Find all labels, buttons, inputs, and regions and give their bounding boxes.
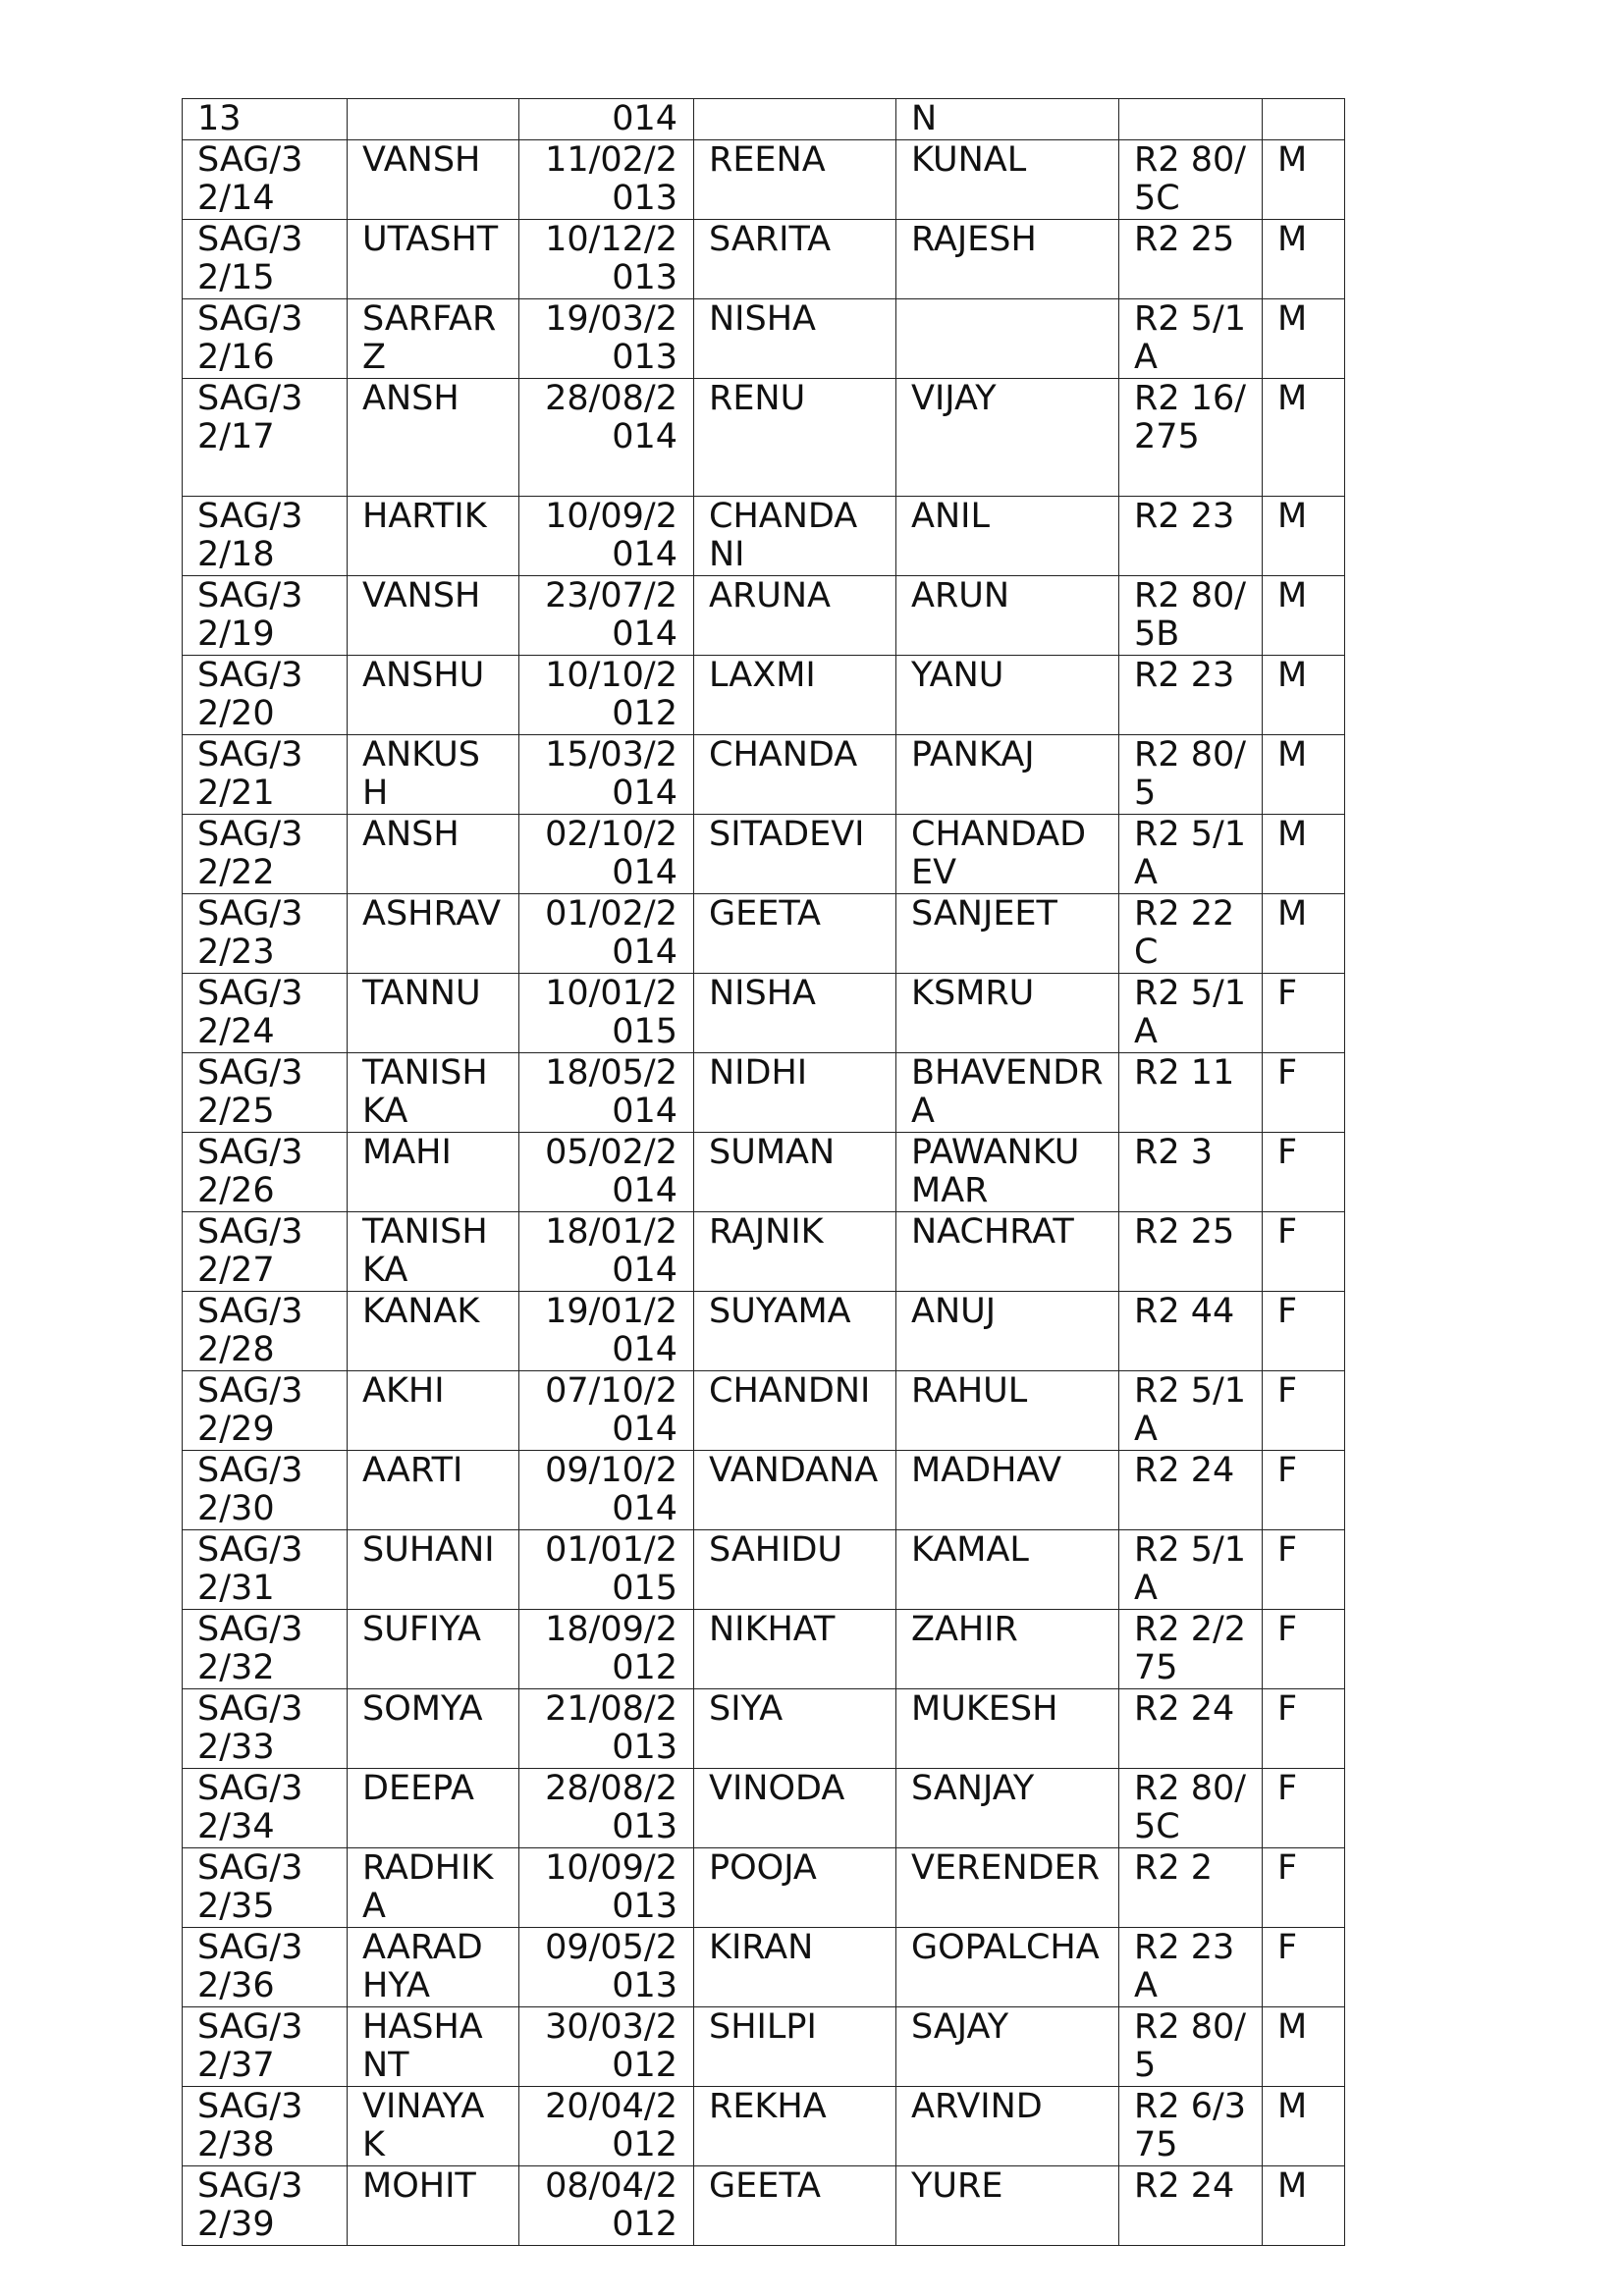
cell-mother-name — [694, 99, 896, 140]
table-row — [183, 815, 1345, 894]
cell-father-name: YANU — [896, 656, 1119, 735]
cell-address: R2 5/1A — [1119, 1371, 1263, 1451]
cell-gender: M — [1263, 497, 1345, 576]
cell-student-name: MAHI — [348, 1133, 519, 1212]
cell-mother-name: NISHA — [694, 974, 896, 1053]
cell-gender: M — [1263, 140, 1345, 220]
cell-date-of-birth: 07/10/2014 — [519, 1371, 694, 1451]
table-row — [183, 1928, 1345, 2007]
table-row — [183, 1451, 1345, 1530]
cell-address: R2 6/375 — [1119, 2087, 1263, 2166]
cell-date-of-birth: 28/08/2014 — [519, 379, 694, 497]
cell-record-id: SAG/32/25 — [183, 1053, 348, 1133]
cell-father-name: CHANDADEV — [896, 815, 1119, 894]
cell-date-of-birth: 10/12/2013 — [519, 220, 694, 299]
cell-mother-name: GEETA — [694, 2166, 896, 2246]
cell-student-name: SUHANI — [348, 1530, 519, 1610]
cell-student-name: HARTIK — [348, 497, 519, 576]
cell-father-name: KAMAL — [896, 1530, 1119, 1610]
cell-student-name: SARFARZ — [348, 299, 519, 379]
cell-date-of-birth: 014 — [519, 99, 694, 140]
cell-record-id: 13 — [183, 99, 348, 140]
cell-record-id: SAG/32/29 — [183, 1371, 348, 1451]
table-row — [183, 2087, 1345, 2166]
cell-student-name: ANSH — [348, 815, 519, 894]
cell-mother-name: CHANDA — [694, 735, 896, 815]
cell-address: R2 80/5 — [1119, 2007, 1263, 2087]
cell-record-id: SAG/32/15 — [183, 220, 348, 299]
table-row — [183, 1689, 1345, 1769]
cell-record-id: SAG/32/18 — [183, 497, 348, 576]
cell-father-name: ARVIND — [896, 2087, 1119, 2166]
cell-father-name: N — [896, 99, 1119, 140]
cell-gender: M — [1263, 379, 1345, 497]
cell-address: R2 25 — [1119, 1212, 1263, 1292]
cell-address: R2 80/5C — [1119, 1769, 1263, 1848]
cell-student-name: UTASHT — [348, 220, 519, 299]
cell-address: R2 2/275 — [1119, 1610, 1263, 1689]
cell-address: R2 25 — [1119, 220, 1263, 299]
cell-student-name: TANISHKA — [348, 1053, 519, 1133]
table-row — [183, 299, 1345, 379]
cell-record-id: SAG/32/19 — [183, 576, 348, 656]
table-row — [183, 1848, 1345, 1928]
cell-address: R2 5/1A — [1119, 974, 1263, 1053]
cell-mother-name: RAJNIK — [694, 1212, 896, 1292]
cell-father-name: MADHAV — [896, 1451, 1119, 1530]
cell-father-name: ZAHIR — [896, 1610, 1119, 1689]
cell-student-name: ANKUSH — [348, 735, 519, 815]
cell-mother-name: SHILPI — [694, 2007, 896, 2087]
cell-record-id: SAG/32/36 — [183, 1928, 348, 2007]
cell-date-of-birth: 19/03/2013 — [519, 299, 694, 379]
cell-date-of-birth: 02/10/2014 — [519, 815, 694, 894]
cell-father-name: RAJESH — [896, 220, 1119, 299]
cell-record-id: SAG/32/16 — [183, 299, 348, 379]
cell-date-of-birth: 20/04/2012 — [519, 2087, 694, 2166]
cell-date-of-birth: 09/05/2013 — [519, 1928, 694, 2007]
cell-gender: F — [1263, 1371, 1345, 1451]
cell-date-of-birth: 01/02/2014 — [519, 894, 694, 974]
cell-date-of-birth: 19/01/2014 — [519, 1292, 694, 1371]
cell-record-id: SAG/32/32 — [183, 1610, 348, 1689]
cell-date-of-birth: 10/10/2012 — [519, 656, 694, 735]
cell-student-name: RADHIKA — [348, 1848, 519, 1928]
cell-gender: F — [1263, 1689, 1345, 1769]
cell-gender: F — [1263, 1451, 1345, 1530]
cell-address: R2 80/5B — [1119, 576, 1263, 656]
table-row — [183, 576, 1345, 656]
cell-gender: M — [1263, 735, 1345, 815]
cell-record-id: SAG/32/34 — [183, 1769, 348, 1848]
cell-date-of-birth: 15/03/2014 — [519, 735, 694, 815]
cell-date-of-birth: 28/08/2013 — [519, 1769, 694, 1848]
table-row — [183, 974, 1345, 1053]
cell-address: R2 24 — [1119, 1689, 1263, 1769]
cell-date-of-birth: 23/07/2014 — [519, 576, 694, 656]
records-body — [183, 99, 1345, 2246]
cell-student-name: KANAK — [348, 1292, 519, 1371]
cell-gender: F — [1263, 1769, 1345, 1848]
cell-gender: M — [1263, 2087, 1345, 2166]
cell-record-id: SAG/32/24 — [183, 974, 348, 1053]
cell-mother-name: KIRAN — [694, 1928, 896, 2007]
table-row — [183, 379, 1345, 497]
cell-student-name — [348, 99, 519, 140]
cell-address: R2 16/275 — [1119, 379, 1263, 497]
cell-father-name: PAWANKUMAR — [896, 1133, 1119, 1212]
cell-address: R2 24 — [1119, 1451, 1263, 1530]
cell-mother-name: NIDHI — [694, 1053, 896, 1133]
cell-date-of-birth: 18/01/2014 — [519, 1212, 694, 1292]
cell-student-name: SOMYA — [348, 1689, 519, 1769]
cell-address: R2 3 — [1119, 1133, 1263, 1212]
cell-gender: M — [1263, 2166, 1345, 2246]
cell-record-id: SAG/32/37 — [183, 2007, 348, 2087]
cell-mother-name: SIYA — [694, 1689, 896, 1769]
cell-date-of-birth: 08/04/2012 — [519, 2166, 694, 2246]
cell-mother-name: NISHA — [694, 299, 896, 379]
table-row — [183, 894, 1345, 974]
table-row — [183, 735, 1345, 815]
cell-mother-name: VINODA — [694, 1769, 896, 1848]
cell-date-of-birth: 11/02/2013 — [519, 140, 694, 220]
cell-student-name: SUFIYA — [348, 1610, 519, 1689]
cell-mother-name: SUYAMA — [694, 1292, 896, 1371]
cell-address: R2 5/1A — [1119, 299, 1263, 379]
cell-record-id: SAG/32/23 — [183, 894, 348, 974]
cell-mother-name: SAHIDU — [694, 1530, 896, 1610]
cell-date-of-birth: 18/05/2014 — [519, 1053, 694, 1133]
cell-father-name: SAJAY — [896, 2007, 1119, 2087]
cell-address: R2 5/1A — [1119, 1530, 1263, 1610]
cell-father-name: BHAVENDRA — [896, 1053, 1119, 1133]
cell-father-name: ARUN — [896, 576, 1119, 656]
cell-gender: M — [1263, 220, 1345, 299]
cell-gender: M — [1263, 894, 1345, 974]
cell-gender: M — [1263, 576, 1345, 656]
cell-mother-name: CHANDNI — [694, 1371, 896, 1451]
cell-father-name: PANKAJ — [896, 735, 1119, 815]
cell-mother-name: RENU — [694, 379, 896, 497]
cell-address: R2 24 — [1119, 2166, 1263, 2246]
table-row — [183, 497, 1345, 576]
table-row — [183, 2007, 1345, 2087]
cell-gender: F — [1263, 1848, 1345, 1928]
cell-student-name: VANSH — [348, 576, 519, 656]
cell-gender: F — [1263, 1292, 1345, 1371]
cell-mother-name: CHANDANI — [694, 497, 896, 576]
cell-student-name: TANNU — [348, 974, 519, 1053]
cell-student-name: HASHANT — [348, 2007, 519, 2087]
cell-gender: M — [1263, 656, 1345, 735]
cell-gender: F — [1263, 1053, 1345, 1133]
cell-gender: F — [1263, 1133, 1345, 1212]
cell-record-id: SAG/32/39 — [183, 2166, 348, 2246]
cell-gender: F — [1263, 1928, 1345, 2007]
cell-date-of-birth: 10/09/2014 — [519, 497, 694, 576]
cell-date-of-birth: 05/02/2014 — [519, 1133, 694, 1212]
cell-mother-name: SUMAN — [694, 1133, 896, 1212]
cell-address: R2 80/5C — [1119, 140, 1263, 220]
cell-father-name: SANJEET — [896, 894, 1119, 974]
cell-record-id: SAG/32/35 — [183, 1848, 348, 1928]
cell-father-name: SANJAY — [896, 1769, 1119, 1848]
cell-mother-name: VANDANA — [694, 1451, 896, 1530]
cell-student-name: ANSHU — [348, 656, 519, 735]
cell-father-name: KSMRU — [896, 974, 1119, 1053]
table-row — [183, 220, 1345, 299]
cell-father-name: KUNAL — [896, 140, 1119, 220]
cell-address: R2 44 — [1119, 1292, 1263, 1371]
cell-address: R2 2 — [1119, 1848, 1263, 1928]
cell-student-name: VINAYAK — [348, 2087, 519, 2166]
cell-father-name: GOPALCHA — [896, 1928, 1119, 2007]
cell-date-of-birth: 01/01/2015 — [519, 1530, 694, 1610]
cell-student-name: AKHI — [348, 1371, 519, 1451]
cell-student-name: TANISHKA — [348, 1212, 519, 1292]
cell-address: R2 80/5 — [1119, 735, 1263, 815]
table-row — [183, 1371, 1345, 1451]
cell-record-id: SAG/32/30 — [183, 1451, 348, 1530]
cell-gender: F — [1263, 1530, 1345, 1610]
cell-address: R2 5/1A — [1119, 815, 1263, 894]
cell-father-name: MUKESH — [896, 1689, 1119, 1769]
cell-gender: F — [1263, 1212, 1345, 1292]
cell-student-name: VANSH — [348, 140, 519, 220]
cell-date-of-birth: 10/09/2013 — [519, 1848, 694, 1928]
cell-student-name: ANSH — [348, 379, 519, 497]
table-row — [183, 1133, 1345, 1212]
cell-mother-name: POOJA — [694, 1848, 896, 1928]
cell-father-name: ANIL — [896, 497, 1119, 576]
cell-record-id: SAG/32/14 — [183, 140, 348, 220]
cell-student-name: MOHIT — [348, 2166, 519, 2246]
cell-gender: M — [1263, 2007, 1345, 2087]
cell-father-name: NACHRAT — [896, 1212, 1119, 1292]
cell-mother-name: SITADEVI — [694, 815, 896, 894]
cell-date-of-birth: 18/09/2012 — [519, 1610, 694, 1689]
cell-record-id: SAG/32/20 — [183, 656, 348, 735]
table-row — [183, 140, 1345, 220]
cell-gender: M — [1263, 299, 1345, 379]
cell-address — [1119, 99, 1263, 140]
cell-address: R2 11 — [1119, 1053, 1263, 1133]
table-row — [183, 2166, 1345, 2246]
cell-student-name: AARTI — [348, 1451, 519, 1530]
cell-date-of-birth: 30/03/2012 — [519, 2007, 694, 2087]
table-row — [183, 1292, 1345, 1371]
cell-date-of-birth: 10/01/2015 — [519, 974, 694, 1053]
cell-address: R2 23 — [1119, 656, 1263, 735]
cell-mother-name: REKHA — [694, 2087, 896, 2166]
cell-record-id: SAG/32/28 — [183, 1292, 348, 1371]
cell-father-name: VIJAY — [896, 379, 1119, 497]
table-row — [183, 1212, 1345, 1292]
cell-date-of-birth: 21/08/2013 — [519, 1689, 694, 1769]
cell-father-name: YURE — [896, 2166, 1119, 2246]
cell-father-name: RAHUL — [896, 1371, 1119, 1451]
cell-mother-name: NIKHAT — [694, 1610, 896, 1689]
table-row — [183, 1530, 1345, 1610]
table-row — [183, 656, 1345, 735]
cell-father-name — [896, 299, 1119, 379]
cell-record-id: SAG/32/33 — [183, 1689, 348, 1769]
cell-date-of-birth: 09/10/2014 — [519, 1451, 694, 1530]
cell-gender — [1263, 99, 1345, 140]
table-row — [183, 99, 1345, 140]
cell-student-name: ASHRAV — [348, 894, 519, 974]
cell-mother-name: GEETA — [694, 894, 896, 974]
cell-student-name: DEEPA — [348, 1769, 519, 1848]
cell-mother-name: SARITA — [694, 220, 896, 299]
cell-record-id: SAG/32/26 — [183, 1133, 348, 1212]
cell-father-name: VERENDER — [896, 1848, 1119, 1928]
cell-father-name: ANUJ — [896, 1292, 1119, 1371]
cell-record-id: SAG/32/22 — [183, 815, 348, 894]
table-row — [183, 1610, 1345, 1689]
cell-gender: F — [1263, 974, 1345, 1053]
cell-gender: F — [1263, 1610, 1345, 1689]
cell-mother-name: LAXMI — [694, 656, 896, 735]
cell-record-id: SAG/32/21 — [183, 735, 348, 815]
cell-record-id: SAG/32/27 — [183, 1212, 348, 1292]
cell-record-id: SAG/32/38 — [183, 2087, 348, 2166]
cell-student-name: AARADHYA — [348, 1928, 519, 2007]
cell-address: R2 23 — [1119, 497, 1263, 576]
cell-gender: M — [1263, 815, 1345, 894]
table-row — [183, 1053, 1345, 1133]
table-row — [183, 1769, 1345, 1848]
cell-mother-name: ARUNA — [694, 576, 896, 656]
cell-record-id: SAG/32/17 — [183, 379, 348, 497]
cell-mother-name: REENA — [694, 140, 896, 220]
cell-record-id: SAG/32/31 — [183, 1530, 348, 1610]
cell-address: R2 22C — [1119, 894, 1263, 974]
cell-address: R2 23A — [1119, 1928, 1263, 2007]
student-records-table — [182, 98, 1345, 2246]
